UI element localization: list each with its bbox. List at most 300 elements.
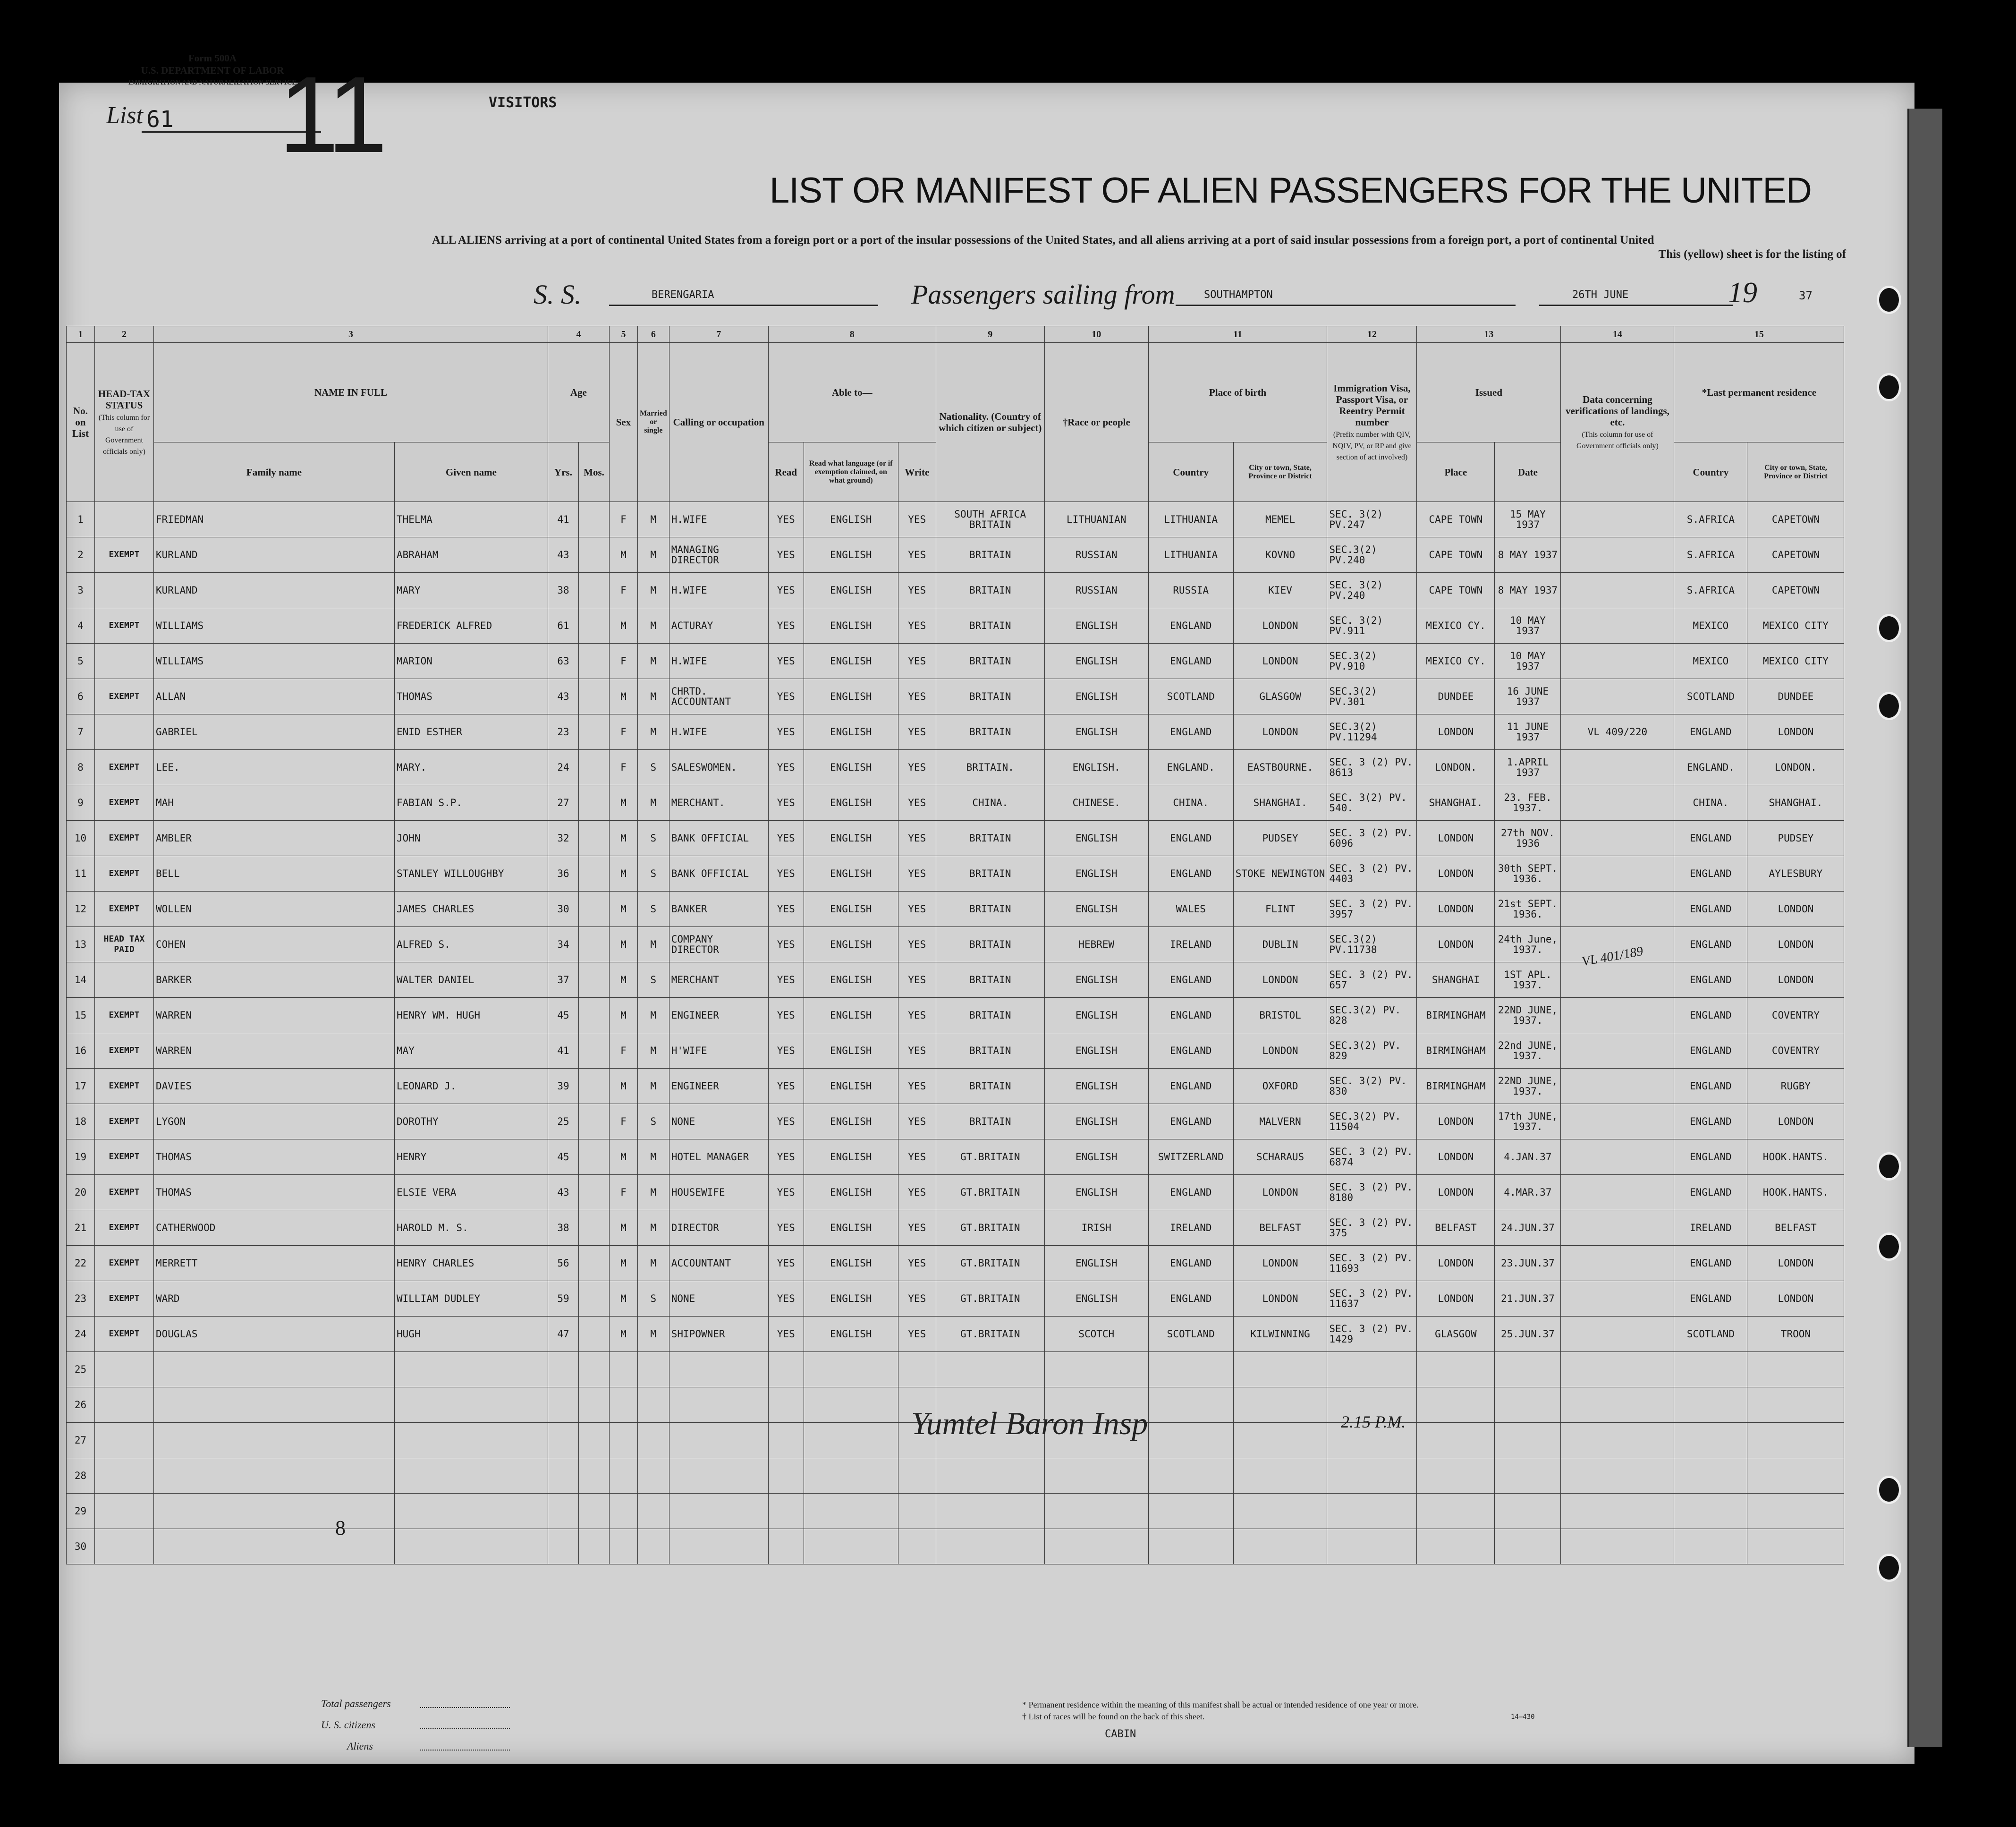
sex: M [610,892,638,927]
header-no-on-list: No. on List [67,343,95,502]
sex: M [610,927,638,962]
header-name-in-full: NAME IN FULL [154,343,548,442]
issued-place: LONDON [1417,1139,1495,1175]
race: ENGLISH [1044,892,1148,927]
read-language: ENGLISH [804,750,898,785]
can-read: YES [768,750,804,785]
given-name: MAY [395,1033,548,1069]
occupation: H.WIFE [669,714,768,750]
birth-country: ENGLAND [1148,998,1233,1033]
residence-country: ENGLAND [1674,821,1747,856]
signature-time: 2.15 P.M. [1341,1412,1406,1431]
can-write: YES [898,1281,936,1317]
visa-number: SEC. 3 (2) PV. 11637 [1327,1281,1417,1317]
col-num: 6 [638,326,669,343]
marital-status: S [638,750,669,785]
passenger-row [67,1458,1844,1494]
marital-status [638,1423,669,1458]
occupation: MERCHANT [669,962,768,998]
read-language: ENGLISH [804,502,898,537]
marital-status [638,1387,669,1423]
birth-city [1233,1387,1327,1423]
header-read: Read [768,442,804,502]
given-name: HENRY WM. HUGH [395,998,548,1033]
column-numbers-row [67,326,1844,343]
verification [1561,1069,1674,1104]
passenger-row [67,1529,1844,1564]
age-months [579,1423,610,1458]
passenger-row [67,1246,1844,1281]
race: IRISH [1044,1210,1148,1246]
header-race: †Race or people [1044,343,1148,502]
residence-city: LONDON [1747,892,1844,927]
us-citizens-line [420,1728,510,1729]
passenger-no: 1 [67,502,95,537]
verification [1561,573,1674,608]
family-name: MERRETT [154,1246,395,1281]
head-tax-status [95,714,154,750]
can-write: YES [898,821,936,856]
sex: M [610,821,638,856]
visa-number [1327,1352,1417,1387]
verification [1561,1139,1674,1175]
visa-number: SEC.3(2) PV. 829 [1327,1033,1417,1069]
occupation: H.WIFE [669,573,768,608]
occupation [669,1387,768,1423]
birth-country: ENGLAND [1148,856,1233,892]
residence-country [1674,1458,1747,1494]
header-able-to: Able to— [768,343,936,442]
sex [610,1494,638,1529]
passenger-row [67,1210,1844,1246]
age-months [579,1387,610,1423]
head-tax-status [95,644,154,679]
read-language: ENGLISH [804,856,898,892]
issued-place: CAPE TOWN [1417,573,1495,608]
occupation: DIRECTOR [669,1210,768,1246]
passenger-row [67,856,1844,892]
passenger-no: 11 [67,856,95,892]
passenger-no: 21 [67,1210,95,1246]
binder-hole [1877,1232,1901,1261]
can-read: YES [768,1033,804,1069]
birth-country [1148,1352,1233,1387]
age-years: 38 [548,1210,579,1246]
birth-city: KOVNO [1233,537,1327,573]
passenger-no: 5 [67,644,95,679]
birth-city: BELFAST [1233,1210,1327,1246]
class-label: CABIN [1105,1728,1136,1740]
residence-country [1674,1423,1747,1458]
verification [1561,1494,1674,1529]
visa-number: SEC.3(2) PV.11738 [1327,927,1417,962]
age-years: 39 [548,1069,579,1104]
passenger-no: 16 [67,1033,95,1069]
nationality: CHINA. [936,785,1044,821]
issued-place: LONDON [1417,714,1495,750]
verification [1561,1423,1674,1458]
marital-status: M [638,573,669,608]
given-name: FABIAN S.P. [395,785,548,821]
given-name: MARION [395,644,548,679]
given-name: ENID ESTHER [395,714,548,750]
residence-country: SCOTLAND [1674,679,1747,714]
issued-place: LONDON [1417,1246,1495,1281]
birth-city: LONDON [1233,962,1327,998]
head-tax-status: EXEMPT [95,679,154,714]
race: ENGLISH [1044,1281,1148,1317]
age-months [579,1494,610,1529]
birth-city: LONDON [1233,644,1327,679]
residence-country: CHINA. [1674,785,1747,821]
header-visa [1327,343,1417,502]
can-read: YES [768,573,804,608]
occupation: CHRTD. ACCOUNTANT [669,679,768,714]
can-read: YES [768,927,804,962]
passenger-no: 4 [67,608,95,644]
nationality: GT.BRITAIN [936,1139,1044,1175]
can-read [768,1458,804,1494]
col-num: 2 [95,326,154,343]
read-language: ENGLISH [804,892,898,927]
residence-city [1747,1494,1844,1529]
passenger-row [67,714,1844,750]
marital-status: S [638,1281,669,1317]
issued-date: 8 MAY 1937 [1495,537,1561,573]
sex: M [610,1246,638,1281]
issued-place [1417,1494,1495,1529]
marital-status: M [638,1210,669,1246]
birth-city: SHANGHAI. [1233,785,1327,821]
header-place-of-birth: Place of birth [1148,343,1327,442]
race: ENGLISH [1044,1175,1148,1210]
family-name: DAVIES [154,1069,395,1104]
given-name: FREDERICK ALFRED [395,608,548,644]
passenger-row [67,679,1844,714]
can-read: YES [768,962,804,998]
nationality: BRITAIN [936,537,1044,573]
can-write: YES [898,856,936,892]
verification [1561,1529,1674,1564]
can-read: YES [768,1317,804,1352]
birth-city: LONDON [1233,1281,1327,1317]
list-number: 61 [146,106,174,133]
sex: F [610,1033,638,1069]
race: RUSSIAN [1044,537,1148,573]
marital-status: S [638,856,669,892]
col-num: 11 [1148,326,1327,343]
passenger-row [67,998,1844,1033]
verification [1561,962,1674,998]
read-language: ENGLISH [804,644,898,679]
visa-number: SEC.3(2) PV.910 [1327,644,1417,679]
given-name: WILLIAM DUDLEY [395,1281,548,1317]
issued-place: BELFAST [1417,1210,1495,1246]
age-years: 30 [548,892,579,927]
residence-country: ENGLAND [1674,714,1747,750]
age-years: 41 [548,1033,579,1069]
head-tax-status: EXEMPT [95,1139,154,1175]
age-years: 24 [548,750,579,785]
occupation: MERCHANT. [669,785,768,821]
residence-country [1674,1387,1747,1423]
residence-city: COVENTRY [1747,998,1844,1033]
nationality [936,1494,1044,1529]
marital-status: M [638,608,669,644]
binder-hole [1877,1476,1901,1504]
passenger-no: 18 [67,1104,95,1139]
residence-city: CAPETOWN [1747,573,1844,608]
passenger-row [67,1317,1844,1352]
birth-city [1233,1352,1327,1387]
nationality: GT.BRITAIN [936,1246,1044,1281]
issued-date: 10 MAY 1937 [1495,644,1561,679]
can-read: YES [768,1139,804,1175]
can-read: YES [768,821,804,856]
nationality [936,1529,1044,1564]
age-months [579,1246,610,1281]
race: RUSSIAN [1044,573,1148,608]
age-months [579,750,610,785]
date-line [1539,305,1733,306]
given-name: MARY. [395,750,548,785]
col-num: 10 [1044,326,1148,343]
birth-country: CHINA. [1148,785,1233,821]
issued-date: 21st SEPT. 1936. [1495,892,1561,927]
race: CHINESE. [1044,785,1148,821]
sex: M [610,1139,638,1175]
read-language: ENGLISH [804,998,898,1033]
race: ENGLISH. [1044,750,1148,785]
head-tax-status: EXEMPT [95,1104,154,1139]
family-name [154,1423,395,1458]
nationality: BRITAIN [936,644,1044,679]
page-number: 8 [335,1516,346,1539]
head-tax-status [95,1423,154,1458]
sex: M [610,1069,638,1104]
year-prefix: 19 [1728,277,1757,309]
can-read: YES [768,679,804,714]
birth-country [1148,1529,1233,1564]
issued-place: SHANGHAI. [1417,785,1495,821]
sex: M [610,856,638,892]
age-years: 25 [548,1104,579,1139]
residence-city: LONDON [1747,714,1844,750]
read-language: ENGLISH [804,1069,898,1104]
race [1044,1529,1148,1564]
occupation: ACCOUNTANT [669,1246,768,1281]
family-name: WILLIAMS [154,644,395,679]
can-read: YES [768,785,804,821]
nationality [936,1352,1044,1387]
page-title: LIST OR MANIFEST OF ALIEN PASSENGERS FOR THE UNITED [770,170,1812,211]
residence-country: ENGLAND [1674,1069,1747,1104]
visa-number: SEC. 3 (2) PV. 6096 [1327,821,1417,856]
header-given-name: Given name [395,442,548,502]
passenger-no: 6 [67,679,95,714]
residence-country: ENGLAND [1674,856,1747,892]
issued-date [1495,1458,1561,1494]
sex: M [610,962,638,998]
birth-country: ENGLAND [1148,1175,1233,1210]
read-language: ENGLISH [804,1033,898,1069]
header-family-name: Family name [154,442,395,502]
read-language: ENGLISH [804,1104,898,1139]
can-read: YES [768,1104,804,1139]
can-read: YES [768,856,804,892]
header-res-city: City or town, State, Province or District [1747,442,1844,502]
occupation: HOUSEWIFE [669,1175,768,1210]
birth-city: KILWINNING [1233,1317,1327,1352]
issued-date: 22ND JUNE, 1937. [1495,1069,1561,1104]
read-language: ENGLISH [804,537,898,573]
given-name [395,1423,548,1458]
head-tax-status: EXEMPT [95,1281,154,1317]
visitors-label: VISITORS [489,94,557,111]
family-name: BELL [154,856,395,892]
passenger-no: 14 [67,962,95,998]
age-months [579,785,610,821]
family-name [154,1494,395,1529]
family-name: LEE. [154,750,395,785]
nationality: BRITAIN [936,1104,1044,1139]
birth-city [1233,1458,1327,1494]
issued-date [1495,1423,1561,1458]
birth-country [1148,1387,1233,1423]
can-write: YES [898,679,936,714]
issued-date: 1.APRIL 1937 [1495,750,1561,785]
birth-country: ENGLAND [1148,962,1233,998]
verification [1561,821,1674,856]
age-years: 45 [548,998,579,1033]
passenger-no: 23 [67,1281,95,1317]
visa-number: SEC. 3(2) PV.240 [1327,573,1417,608]
header-issued-place: Place [1417,442,1495,502]
birth-city: KIEV [1233,573,1327,608]
head-tax-status: EXEMPT [95,821,154,856]
visa-number: SEC.3(2) PV.240 [1327,537,1417,573]
residence-city: LONDON [1747,1104,1844,1139]
marital-status: M [638,927,669,962]
verification [1561,892,1674,927]
nationality: GT.BRITAIN [936,1317,1044,1352]
aliens-label: Aliens [347,1740,373,1752]
issued-place: MEXICO CY. [1417,608,1495,644]
sex: M [610,679,638,714]
occupation [669,1352,768,1387]
age-months [579,1033,610,1069]
race: ENGLISH [1044,962,1148,998]
age-years [548,1352,579,1387]
birth-country: IRELAND [1148,1210,1233,1246]
age-years: 37 [548,962,579,998]
can-write: YES [898,1246,936,1281]
birth-country: LITHUANIA [1148,537,1233,573]
residence-city: COVENTRY [1747,1033,1844,1069]
family-name: WILLIAMS [154,608,395,644]
marital-status: S [638,892,669,927]
passenger-row [67,785,1844,821]
sheet-edge [1907,109,1942,1747]
nationality: BRITAIN [936,998,1044,1033]
head-tax-status [95,962,154,998]
can-read: YES [768,502,804,537]
race [1044,1352,1148,1387]
age-years: 45 [548,1139,579,1175]
head-tax-status [95,1529,154,1564]
can-read [768,1423,804,1458]
read-language: ENGLISH [804,573,898,608]
verification [1561,537,1674,573]
head-tax-status: EXEMPT [95,1175,154,1210]
family-name: GABRIEL [154,714,395,750]
residence-country [1674,1494,1747,1529]
issued-date: 1ST APL. 1937. [1495,962,1561,998]
birth-city: MALVERN [1233,1104,1327,1139]
can-write [898,1352,936,1387]
birth-city: LONDON [1233,714,1327,750]
residence-city: BELFAST [1747,1210,1844,1246]
birth-country: SWITZERLAND [1148,1139,1233,1175]
family-name: CATHERWOOD [154,1210,395,1246]
residence-country: IRELAND [1674,1210,1747,1246]
age-years: 43 [548,1175,579,1210]
passenger-no: 19 [67,1139,95,1175]
can-read: YES [768,1210,804,1246]
can-write: YES [898,502,936,537]
occupation: COMPANY DIRECTOR [669,927,768,962]
passenger-row [67,1352,1844,1387]
marital-status: S [638,1104,669,1139]
residence-city [1747,1458,1844,1494]
read-language: ENGLISH [804,679,898,714]
issued-place [1417,1352,1495,1387]
family-name: THOMAS [154,1175,395,1210]
residence-city: LONDON [1747,962,1844,998]
passenger-no: 12 [67,892,95,927]
ship-name: BERENGARIA [652,289,714,301]
passenger-no: 25 [67,1352,95,1387]
birth-city: GLASGOW [1233,679,1327,714]
age-years: 41 [548,502,579,537]
sailing-label: Passengers sailing from [911,279,1175,310]
residence-city [1747,1387,1844,1423]
family-name: ALLAN [154,679,395,714]
residence-city: HOOK.HANTS. [1747,1139,1844,1175]
passenger-no: 8 [67,750,95,785]
total-passengers-line [420,1707,510,1708]
verification [1561,856,1674,892]
passenger-row [67,1139,1844,1175]
birth-country: SCOTLAND [1148,1317,1233,1352]
visa-number: SEC. 3 (2) PV. 11693 [1327,1246,1417,1281]
family-name: MAH [154,785,395,821]
passenger-no: 20 [67,1175,95,1210]
race: ENGLISH [1044,608,1148,644]
family-name: LYGON [154,1104,395,1139]
marital-status: M [638,1033,669,1069]
footnote-races: † List of races will be found on the back of this sheet. [1022,1712,1205,1721]
header-calling: Calling or occupation [669,343,768,502]
read-language: ENGLISH [804,1175,898,1210]
can-write: YES [898,1104,936,1139]
passenger-row [67,1104,1844,1139]
sex [610,1458,638,1494]
family-name: KURLAND [154,537,395,573]
col-num: 1 [67,326,95,343]
issued-place: BIRMINGHAM [1417,1069,1495,1104]
passenger-no: 17 [67,1069,95,1104]
